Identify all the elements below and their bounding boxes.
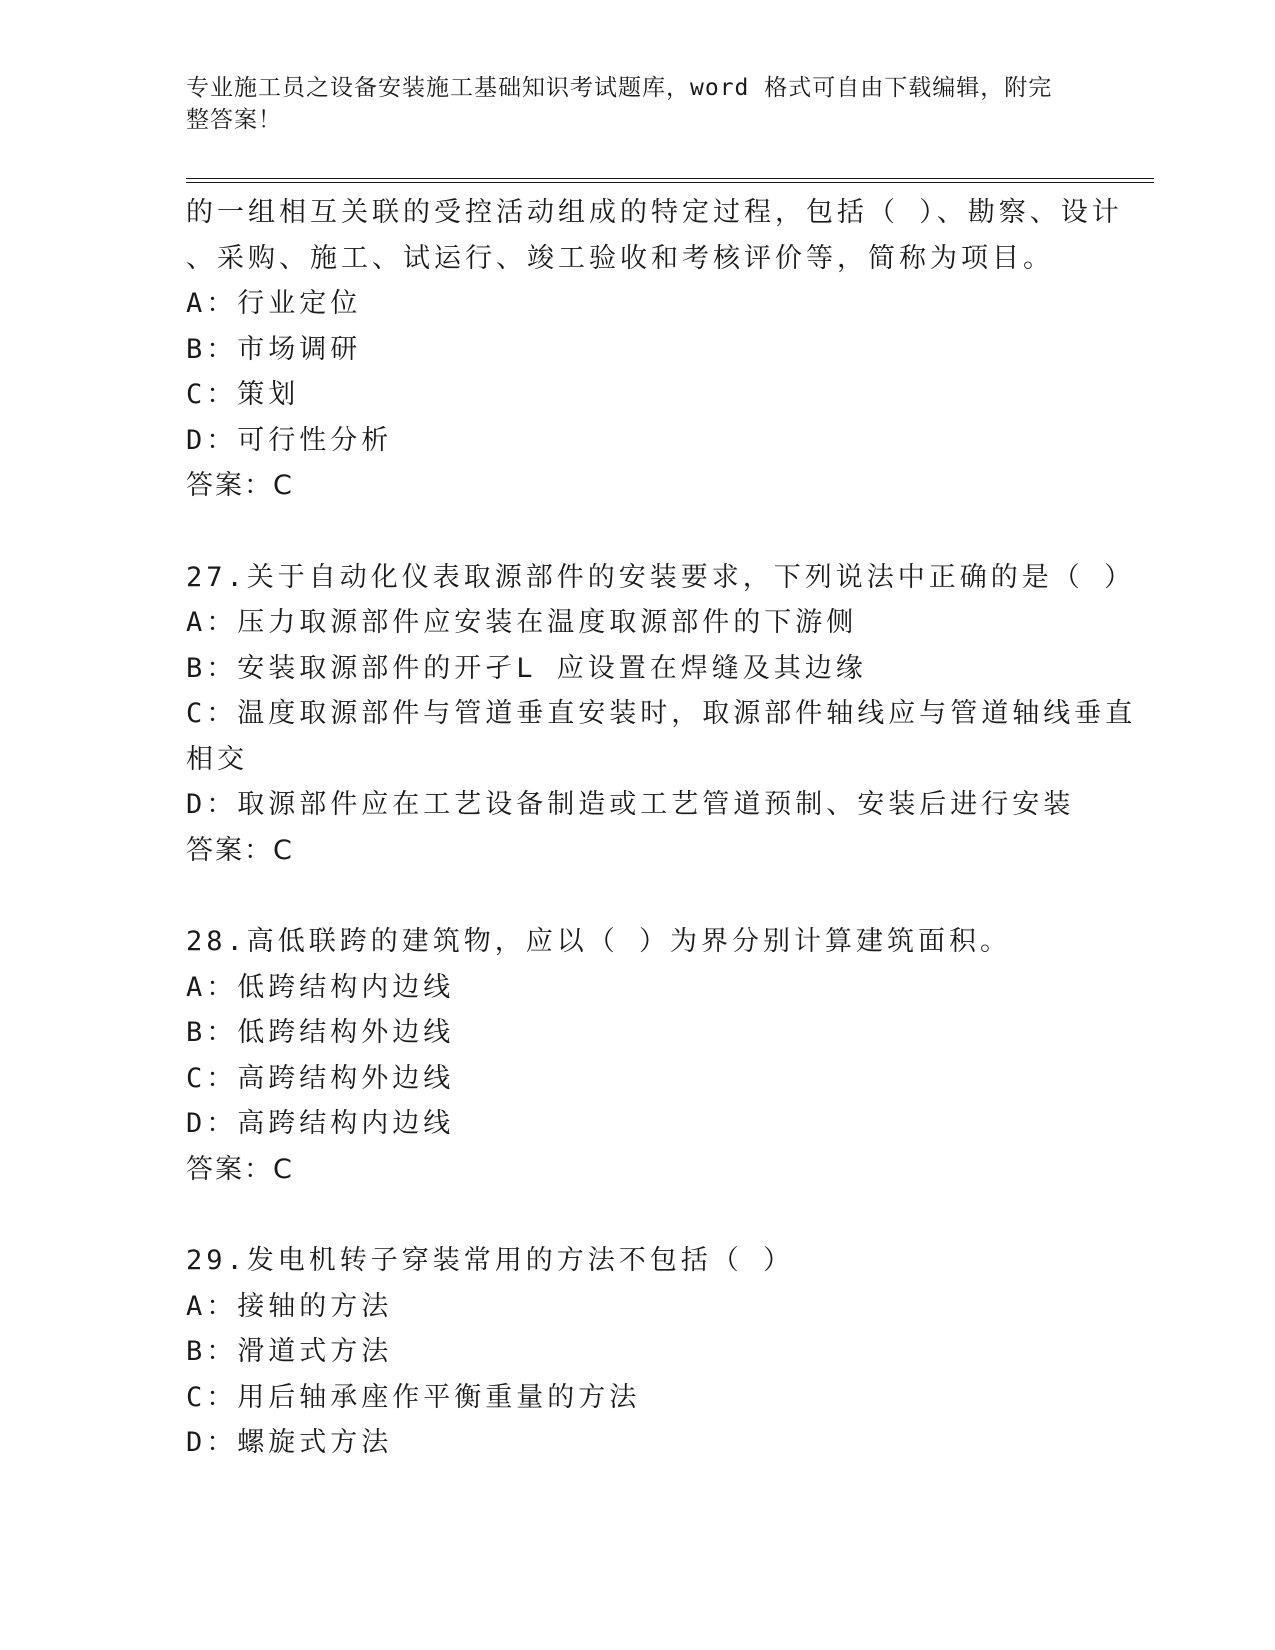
question-content <box>186 190 1137 1466</box>
option-b: B：安装取源部件的开孑L 应设置在焊缝及其边缘 <box>186 652 867 684</box>
spacer <box>186 1192 1086 1238</box>
question-28 <box>186 919 1086 1192</box>
question-stem: 29.发电机转子穿装常用的方法不包括（ ） <box>186 1245 795 1276</box>
header-line-2: 整答案！ <box>186 107 282 133</box>
spacer <box>186 873 1086 919</box>
option-a: A：压力取源部件应安装在温度取源部件的下游侧 <box>186 607 858 638</box>
spacer <box>186 509 1086 555</box>
answer-line: 答案：C <box>186 834 294 866</box>
document-header <box>186 72 1066 136</box>
option-d: D：螺旋式方法 <box>186 1427 393 1458</box>
option-c: C：策划 <box>186 379 300 410</box>
option-c: C：用后轴承座作平衡重量的方法 <box>186 1381 641 1413</box>
option-b: B：滑道式方法 <box>186 1336 393 1367</box>
header-line-1: 专业施工员之设备安装施工基础知识考试题库，word 格式可自由下载编辑，附完 <box>186 75 1053 101</box>
question-stem-line: 、采购、施工、试运行、竣工验收和考核评价等，简称为项目。 <box>186 242 1054 274</box>
option-b: B：市场调研 <box>186 333 362 365</box>
option-a: A：低跨结构内边线 <box>186 971 455 1003</box>
answer-line: 答案：C <box>186 1153 294 1185</box>
header-double-rule <box>186 178 1154 183</box>
question-29 <box>186 1238 1086 1466</box>
question-26 <box>186 190 1123 509</box>
question-stem: 27.关于自动化仪表取源部件的安装要求，下列说法中正确的是（ ） <box>186 561 1136 593</box>
answer-line: 答案：C <box>186 470 294 501</box>
option-d: D：取源部件应在工艺设备制造或工艺管道预制、安装后进行安装 <box>186 789 1075 820</box>
option-d: D：高跨结构内边线 <box>186 1108 455 1139</box>
question-stem: 28.高低联跨的建筑物，应以（ ）为界分别计算建筑面积。 <box>186 926 1012 957</box>
question-27 <box>186 555 1137 874</box>
option-c-continuation: 相交 <box>186 743 248 775</box>
option-c: C：温度取源部件与管道垂直安装时，取源部件轴线应与管道轴线垂直 <box>186 698 1137 729</box>
option-c: C：高跨结构外边线 <box>186 1062 455 1094</box>
option-b: B：低跨结构外边线 <box>186 1017 455 1048</box>
option-a: A：接轴的方法 <box>186 1290 393 1322</box>
question-stem-line: 的一组相互关联的受控活动组成的特定过程，包括（ ）、勘察、设计 <box>186 197 1123 228</box>
option-a: A：行业定位 <box>186 288 362 319</box>
option-d: D：可行性分析 <box>186 424 393 456</box>
